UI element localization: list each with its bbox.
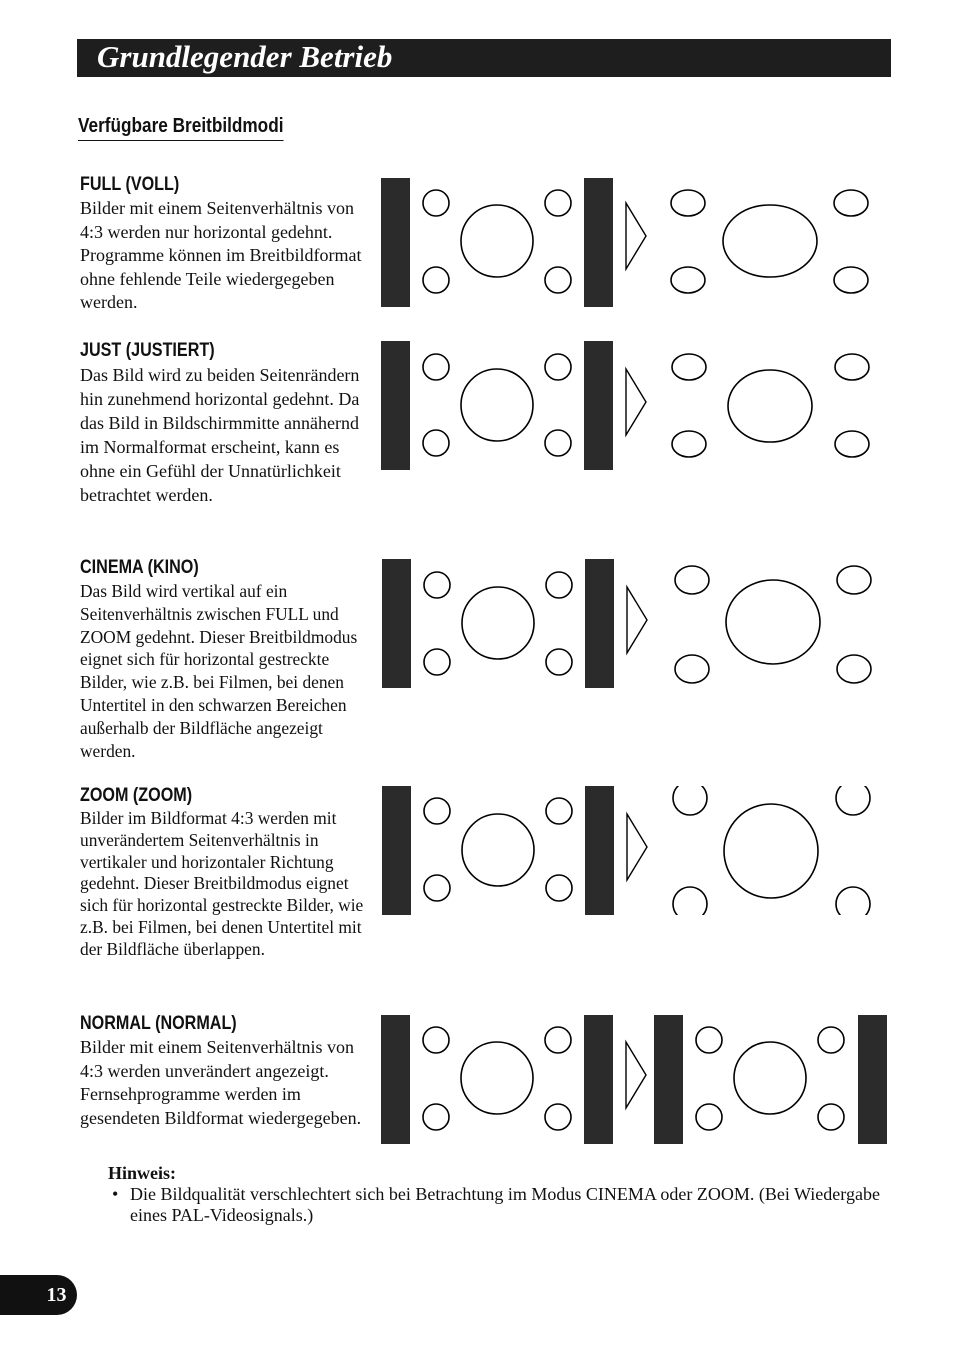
arrow-icon bbox=[627, 814, 647, 880]
source-circle bbox=[423, 267, 449, 293]
target-circle bbox=[835, 354, 869, 380]
target-center-ellipse bbox=[723, 205, 817, 277]
mode-just bbox=[80, 339, 375, 507]
source-circle bbox=[545, 267, 571, 293]
target-circle bbox=[671, 190, 705, 216]
mode-name-normal: NORMAL (NORMAL) bbox=[80, 1013, 237, 1034]
target-left-bar bbox=[654, 1015, 683, 1144]
source-left-bar bbox=[382, 786, 411, 915]
page-header-title: Grundlegender Betrieb bbox=[97, 39, 393, 74]
target-circle bbox=[673, 786, 707, 815]
hint-text: Die Bildqualität verschlechtert sich bei Betrachtung im Modus CINEMA oder ZOOM. (Bei Wiedergabe eines PAL-Videosignals.) bbox=[130, 1184, 880, 1225]
source-circle bbox=[546, 649, 572, 675]
target-circle bbox=[836, 887, 870, 918]
mode-text-just: Das Bild wird zu beiden Seitenrändern hin zunehmend horizontal gedehnt. Da das Bild in Bildschirmmitte annähernd im Normalformat erscheint, kann es ohne ein Gefühl der Unnatürlichkeit betrachtet werden. bbox=[80, 365, 360, 505]
source-center-circle bbox=[461, 1042, 533, 1114]
source-circle bbox=[424, 798, 450, 824]
source-circle bbox=[546, 875, 572, 901]
source-circle bbox=[545, 354, 571, 380]
source-circle bbox=[424, 572, 450, 598]
target-circle bbox=[696, 1027, 722, 1053]
mode-zoom bbox=[80, 784, 375, 961]
source-circle bbox=[545, 1027, 571, 1053]
target-center-ellipse bbox=[726, 580, 820, 664]
hint-item bbox=[108, 1184, 888, 1226]
target-circle bbox=[671, 267, 705, 293]
mode-text-cinema: Das Bild wird vertikal auf ein Seitenverhältnis zwischen FULL und ZOOM gedehnt. Dieser Breitbildmodus eignet sich für horizontal gestreckte Bilder, wie z.B. bei Filmen, bei denen Untertitel in den schwarzen Bereichen außerhalb der Bildfläche angezeigt werden. bbox=[80, 581, 358, 761]
target-circle bbox=[672, 431, 706, 457]
mode-name-just: JUST (JUSTIERT) bbox=[80, 340, 215, 361]
hint-block bbox=[108, 1163, 888, 1226]
source-circle bbox=[545, 1104, 571, 1130]
source-circle bbox=[545, 430, 571, 456]
diagram-cinema bbox=[378, 559, 878, 691]
target-circle bbox=[835, 431, 869, 457]
source-circle bbox=[423, 430, 449, 456]
source-right-bar bbox=[584, 178, 613, 307]
source-center-circle bbox=[461, 369, 533, 441]
target-circle bbox=[834, 190, 868, 216]
source-circle bbox=[423, 354, 449, 380]
source-left-bar bbox=[381, 341, 410, 470]
source-circle bbox=[424, 649, 450, 675]
source-center-circle bbox=[461, 205, 533, 277]
target-right-bar bbox=[858, 1015, 887, 1144]
mode-cinema bbox=[80, 556, 375, 762]
target-center-ellipse bbox=[728, 370, 812, 442]
diagram-zoom bbox=[378, 786, 878, 918]
source-circle bbox=[423, 1027, 449, 1053]
mode-name-zoom: ZOOM (ZOOM) bbox=[80, 785, 193, 806]
source-circle bbox=[424, 875, 450, 901]
source-left-bar bbox=[381, 178, 410, 307]
source-right-bar bbox=[585, 786, 614, 915]
page-number-tab bbox=[0, 1275, 77, 1315]
mode-name-cinema: CINEMA (KINO) bbox=[80, 557, 199, 578]
source-left-bar bbox=[382, 559, 411, 688]
target-center-circle bbox=[734, 1042, 806, 1114]
target-circle bbox=[818, 1104, 844, 1130]
target-circle bbox=[672, 354, 706, 380]
source-left-bar bbox=[381, 1015, 410, 1144]
arrow-icon bbox=[626, 203, 646, 269]
target-circle bbox=[696, 1104, 722, 1130]
target-circle bbox=[837, 655, 871, 683]
source-right-bar bbox=[584, 1015, 613, 1144]
mode-name-full: FULL (VOLL) bbox=[80, 174, 180, 195]
arrow-icon bbox=[626, 369, 646, 435]
arrow-icon bbox=[626, 1042, 646, 1108]
target-center-circle bbox=[724, 804, 818, 898]
target-circle bbox=[834, 267, 868, 293]
source-right-bar bbox=[585, 559, 614, 688]
bullet-icon: • bbox=[112, 1184, 119, 1204]
hint-label: Hinweis: bbox=[108, 1163, 177, 1183]
source-circle bbox=[423, 1104, 449, 1130]
header-bar bbox=[77, 39, 891, 77]
target-circle bbox=[673, 887, 707, 918]
target-circle bbox=[836, 786, 870, 815]
source-center-circle bbox=[462, 814, 534, 886]
target-circle bbox=[675, 566, 709, 594]
diagram-full bbox=[378, 178, 878, 310]
target-circle bbox=[818, 1027, 844, 1053]
diagram-just bbox=[378, 341, 878, 473]
arrow-icon bbox=[627, 587, 647, 653]
source-circle bbox=[546, 798, 572, 824]
page-number: 13 bbox=[46, 1284, 67, 1306]
mode-full bbox=[80, 173, 375, 315]
source-circle bbox=[546, 572, 572, 598]
source-right-bar bbox=[584, 341, 613, 470]
mode-text-normal: Bilder mit einem Seitenverhältnis von 4:3 werden unverändert angezeigt. Fernsehprogramme werden im gesendeten Bildformat wiedergegeben. bbox=[80, 1037, 362, 1128]
section-title: Verfügbare Breitbildmodi bbox=[78, 113, 283, 141]
target-circle bbox=[675, 655, 709, 683]
mode-text-zoom: Bilder im Bildformat 4:3 werden mit unverändertem Seitenverhältnis in vertikaler und horizontaler Richtung gedehnt. Dieser Breitbildmodus eignet sich für horizontal gestreckte Bilder, wie z.B. bei Filmen, bei denen Untertitel mit der Bildfläche überlappen. bbox=[80, 808, 364, 959]
source-circle bbox=[423, 190, 449, 216]
mode-normal bbox=[80, 1012, 375, 1130]
source-center-circle bbox=[462, 587, 534, 659]
target-circle bbox=[837, 566, 871, 594]
mode-text-full: Bilder mit einem Seitenverhältnis von 4:3 werden nur horizontal gedehnt. Programme können im Breitbildformat ohne fehlende Teile wiedergegeben werden. bbox=[80, 198, 362, 312]
diagram-normal bbox=[378, 1015, 888, 1147]
source-circle bbox=[545, 190, 571, 216]
